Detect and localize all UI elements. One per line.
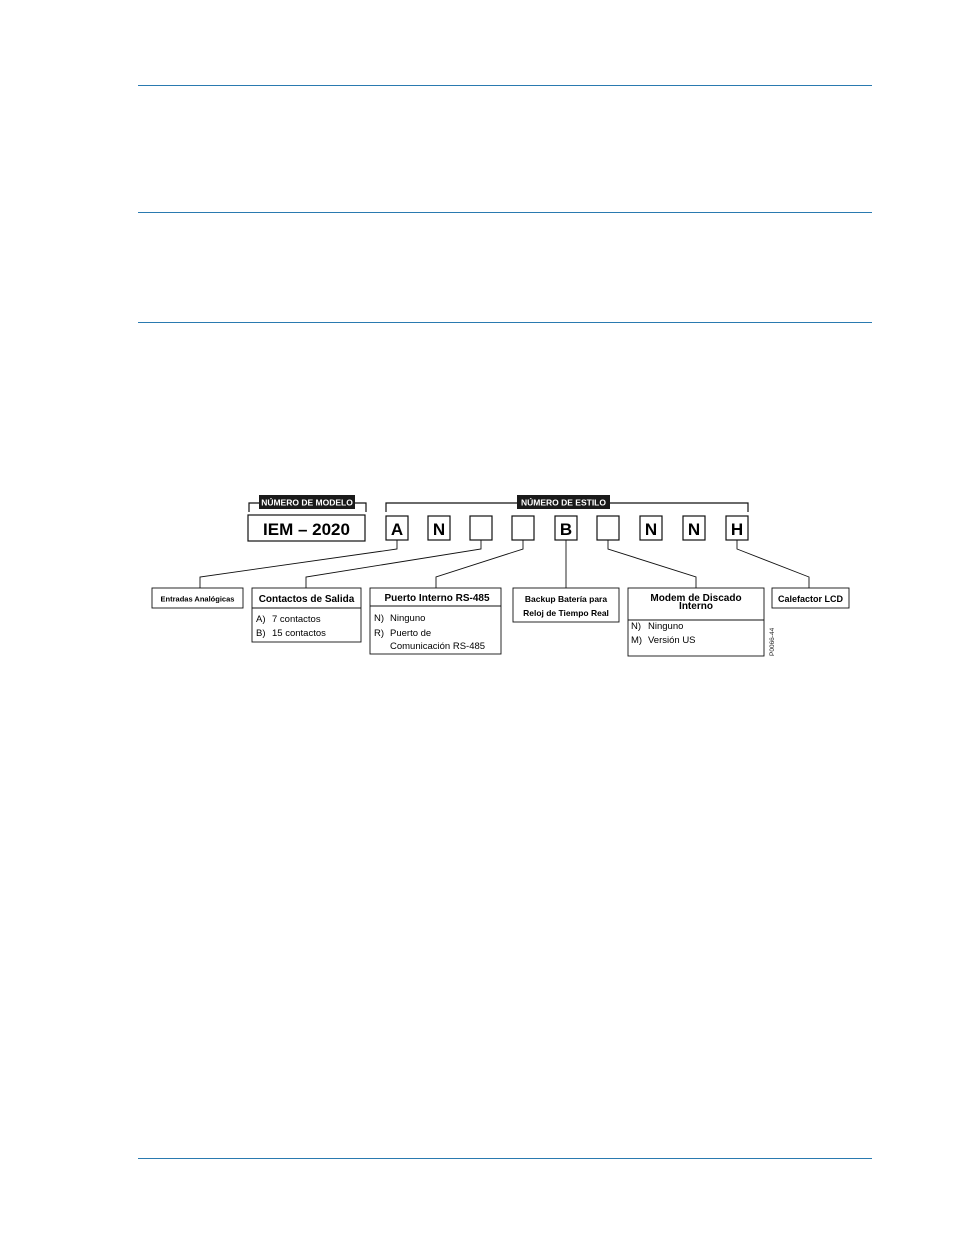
- model-number: IEM – 2020: [263, 520, 350, 539]
- leader-modem: [608, 540, 696, 588]
- leader-rs485: [436, 540, 523, 588]
- callout-rs485-opt1-text: Ninguno: [390, 613, 426, 624]
- callout-contacts-opt1-code: A): [256, 614, 266, 625]
- model-header-label: NÚMERO DE MODELO: [261, 497, 353, 508]
- callout-analog-title: Entradas Analógicas: [160, 594, 235, 604]
- callout-contacts-opt1-text: 7 contactos: [272, 614, 321, 625]
- callout-modem-opt2-text: Versión US: [648, 635, 696, 646]
- callout-contacts-opt2-code: B): [256, 628, 266, 639]
- style-header-label: NÚMERO DE ESTILO: [520, 497, 607, 508]
- callout-rs485-opt2-code: R): [374, 628, 385, 639]
- figure-id: P0066-44: [769, 627, 776, 656]
- char-9: H: [730, 520, 744, 539]
- leader-heater: [737, 540, 809, 588]
- callout-battery-title-2: Reloj de Tiempo Real: [523, 608, 609, 618]
- char-box-6: [597, 516, 619, 540]
- callout-rs485-opt1-code: N): [374, 613, 385, 624]
- char-2: N: [432, 520, 446, 539]
- char-1: A: [390, 520, 404, 539]
- callout-battery: [513, 588, 619, 622]
- callout-modem-opt2-code: M): [631, 635, 643, 646]
- callout-modem-opt1-text: Ninguno: [648, 621, 684, 632]
- char-box-4: [512, 516, 534, 540]
- callout-analog: [152, 588, 243, 608]
- callout-rs485-opt2-text-1: Puerto de: [390, 628, 432, 639]
- callout-rs485: [370, 588, 501, 654]
- callout-contacts-opt2-text: 15 contactos: [272, 628, 326, 639]
- callout-battery-title-1: Backup Batería para: [524, 594, 608, 604]
- callout-modem: [628, 588, 764, 656]
- callout-modem-title-1: Modem de Discado: [650, 593, 742, 604]
- callout-modem-title-2: Interno: [679, 601, 713, 612]
- callout-heater-title: Calefactor LCD: [777, 594, 844, 604]
- callout-contacts-title: Contactos de Salida: [258, 594, 355, 605]
- callout-modem-opt1-code: N): [631, 621, 642, 632]
- char-7: N: [644, 520, 658, 539]
- callout-rs485-title: Puerto Interno RS-485: [384, 593, 490, 604]
- callout-contacts: [252, 588, 361, 642]
- callout-heater: [772, 588, 849, 608]
- char-8: N: [687, 520, 701, 539]
- char-5: B: [559, 520, 573, 539]
- char-box-3: [470, 516, 492, 540]
- leader-contacts: [306, 540, 481, 588]
- leader-analog: [200, 540, 397, 588]
- callout-rs485-opt2-text-2: Comunicación RS-485: [390, 641, 486, 652]
